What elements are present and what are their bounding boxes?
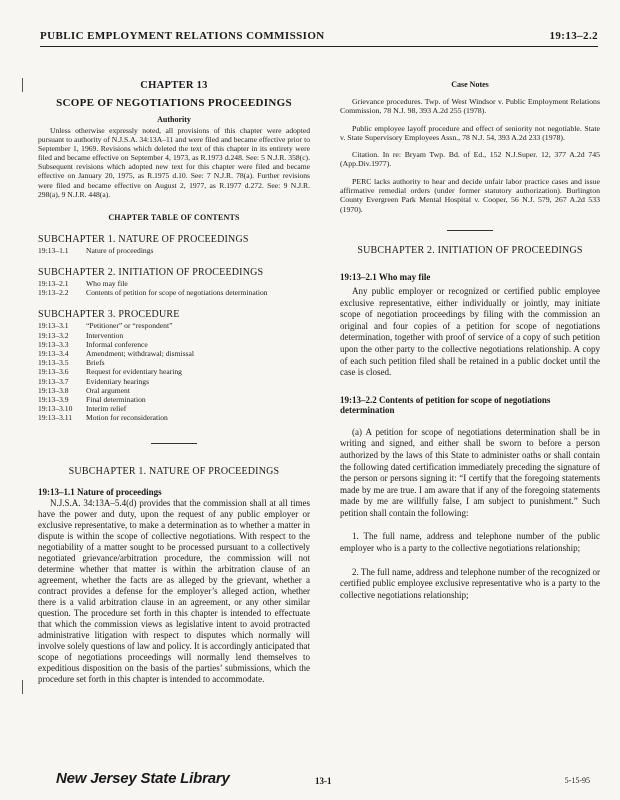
- divider: [447, 230, 493, 231]
- case-note: Grievance procedures. Twp. of West Windsor v. Public Employment Relations Commission, 78 N.J. 98, 393 A.2d 255 (1978).: [340, 97, 600, 116]
- case-note: Citation. In re: Bryam Twp. Bd. of Ed., 152 N.J.Super. 12, 377 A.2d 745 (App.Div.1977).: [340, 150, 600, 169]
- toc-subchapter-1: SUBCHAPTER 1. NATURE OF PROCEEDINGS: [38, 233, 249, 245]
- authority-text: Unless otherwise expressly noted, all provisions of this chapter were adopted pursuant to authority of N.J.S.A. 34:13A–11 and were filed and became effective prior to September 1, 1969. Revisions which deleted the text of this chapter in its entirety were filed and became effective on September 4, 1973, as R.1973 d.248. See: 5 N.J.R. 358(c). Subsequent revisions which adopted new text for this chapter were filed and became effective on January 20, 1975, as R.1975 d.10. See: 7 N.J.R. 78(a). Further revisions were filed and became effective on August 2, 1977, as R.1977 d.272. See: 9 N.J.R. 298(a), 9 N.J.R. 448(a).: [38, 126, 310, 199]
- toc-list-subchapter-1: [38, 246, 310, 255]
- toc-item: 19:13–3.8 Oral argument: [38, 385, 130, 395]
- section-list-item: 2. The full name, address and telephone number of the recognized or certified public employee exclusive representative who is a party to the collective negotiations relationship;: [340, 566, 600, 600]
- section-text-2-1: Any public employer or recognized or certified public employee exclusive representative, either individually or jointly, may initiate scope of negotiation proceedings by filing with the commission an original and four copies of a petition for scope of negotiations determination, together with proof of service of a copy of such petition upon the other party to the collective negotiations relationship. A copy of each such petition filed shall be retained in a public docket until the case is closed.: [340, 285, 600, 378]
- toc-item: 19:13–3.1 “Petitioner” or “respondent”: [38, 321, 173, 331]
- toc-item: 19:13–3.11 Motion for reconsideration: [38, 413, 168, 423]
- toc-heading: CHAPTER TABLE OF CONTENTS: [108, 212, 240, 222]
- toc-item: 19:13–3.7 Evidentiary hearings: [38, 376, 150, 386]
- header-section-number: 19:13–2.2: [549, 30, 598, 42]
- case-note: Public employee layoff procedure and effect of seniority not negotiable. State v. State Supervisory Employees Assn., 78 N.J. 54, 393 A.2d 233 (1978).: [340, 123, 600, 142]
- chapter-number: CHAPTER 13: [140, 80, 208, 91]
- case-note: PERC lacks authority to hear and decide unfair labor practice cases and issue affirmative remedial orders (under former statutory authorization). Burlington County Evergreen Park Mental Hospital v. Cooper, 56 N.J. 579, 267 A.2d 533 (1970).: [340, 176, 600, 214]
- margin-mark: [22, 78, 23, 92]
- toc-item: 19:13–2.1 Who may file: [38, 278, 128, 288]
- revision-date: 5-15-95: [564, 776, 590, 785]
- section-text-1-1: N.J.S.A. 34:13A–5.4(d) provides that the commission shall at all times have the power and duty, upon the request of any public employer or exclusive representative, to make a determination as to whether a matter in dispute is within the scope of collective negotiations. With respect to the negotiability of a matter sought to be processed pursuant to a collectively negotiated grievance/arbitration procedure, the commission will not determine whether that matter is within the arbitration clause of an agreement, whether the facts are as alleged by the grievant, whether a contract provides a defense for the employer’s alleged action, whether there is a valid arbitration clause in an agreement, or any other similar question. The procedure set forth in this chapter is intended to effectuate that which the commission views as legislative intent to avoid protracted administrative litigation with respect to disputes which normally will involve solely questions of law and policy. It is accordingly anticipated that scope of negotiations proceedings will normally lend themselves to expeditious disposition on the basis of the parties’ submissions, which the procedure set forth in this chapter is intended to accommodate.: [38, 497, 310, 684]
- section-heading-1-1: 19:13–1.1 Nature of proceedings: [38, 486, 162, 497]
- toc-item: 19:13–3.2 Intervention: [38, 330, 124, 340]
- toc-list-subchapter-2: [38, 279, 310, 297]
- divider: [151, 443, 197, 444]
- subchapter-1-heading: SUBCHAPTER 1. NATURE OF PROCEEDINGS: [68, 465, 280, 477]
- toc-item: 19:13–3.10 Interim relief: [38, 404, 127, 414]
- toc-item: 19:13–3.4 Amendment; withdrawal; dismissal: [38, 348, 194, 358]
- section-heading-2-2: 19:13–2.2 Contents of petition for scope of negotiations determination: [340, 394, 551, 415]
- authority-heading: Authority: [157, 115, 191, 124]
- chapter-title: SCOPE OF NEGOTIATIONS PROCEEDINGS: [56, 97, 292, 109]
- left-column: [38, 80, 310, 685]
- case-notes-heading: Case Notes: [451, 80, 489, 89]
- library-stamp: New Jersey State Library: [56, 770, 230, 787]
- toc-item: 19:13–2.2 Contents of petition for scope of negotiations determination: [38, 288, 268, 298]
- page-footer: [40, 770, 598, 796]
- page-number: 13-1: [315, 776, 332, 786]
- toc-subchapter-2: SUBCHAPTER 2. INITIATION OF PROCEEDINGS: [38, 266, 264, 278]
- running-header: [40, 28, 598, 47]
- toc-item: 19:13–1.1 Nature of proceedings: [38, 245, 154, 255]
- toc-item: 19:13–3.9 Final determination: [38, 394, 146, 404]
- toc-subchapter-3: SUBCHAPTER 3. PROCEDURE: [38, 309, 180, 321]
- right-column: [340, 80, 600, 601]
- toc-item: 19:13–3.3 Informal conference: [38, 339, 148, 349]
- toc-list-subchapter-3: [38, 321, 310, 422]
- toc-item: 19:13–3.5 Briefs: [38, 358, 105, 368]
- section-heading-2-1: 19:13–2.1 Who may file: [340, 271, 431, 282]
- section-text-2-2-a: (a) A petition for scope of negotiations determination shall be in writing and signed, and either shall be sworn to before a person authorized by the laws of this State to administer oaths or shall contain the following dated certification immediately preceding the signature of the person or persons signing it: “I certify that the foregoing statements made by me are true. I am aware that if any of the foregoing statements made by me are willfully false, I am subject to punishment.” Such petition shall contain the following:: [340, 426, 600, 518]
- header-title: PUBLIC EMPLOYMENT RELATIONS COMMISSION: [40, 30, 325, 42]
- subchapter-2-heading: SUBCHAPTER 2. INITIATION OF PROCEEDINGS: [357, 244, 583, 256]
- toc-item: 19:13–3.6 Request for evidentiary hearing: [38, 367, 182, 377]
- margin-mark: [22, 680, 23, 694]
- section-list-item: 1. The full name, address and telephone number of the public employer who is a party to the collective negotiations relationship;: [340, 531, 600, 554]
